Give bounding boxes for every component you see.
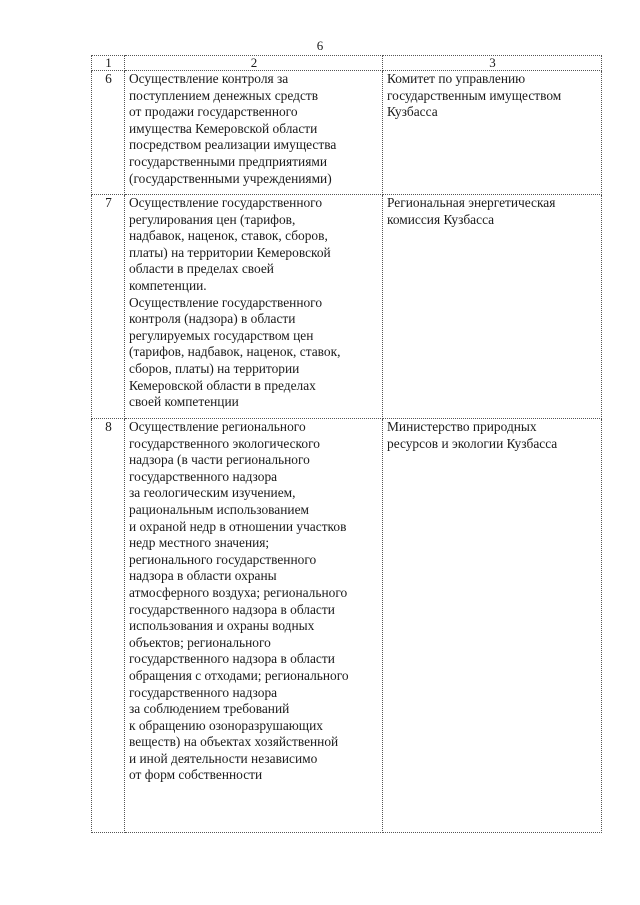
table-row [92, 419, 602, 833]
row-number: 6 [92, 71, 125, 195]
function-text-line: рациональным использованием [129, 501, 309, 517]
row-number: 7 [92, 195, 125, 419]
function-text-line: посредством реализации имущества [129, 137, 337, 153]
function-text-line: Осуществление государственного [129, 294, 323, 310]
function-text-line: поступлением денежных средств [129, 87, 319, 103]
function-text-line: (тарифов, надбавок, наценок, ставок, [129, 344, 341, 360]
body-text-line: Министерство природных [387, 419, 537, 434]
function-text-line: надбавок, наценок, ставок, сборов, [129, 228, 328, 244]
function-text-line: к обращению озоноразрушающих [129, 717, 323, 733]
function-text-line: надзора (в части регионального [129, 452, 310, 468]
column-header-2: 2 [125, 56, 383, 71]
function-text-line: от форм собственности [129, 767, 263, 783]
function-text-line: надзора в области охраны [129, 568, 277, 584]
function-cell [125, 195, 383, 419]
function-text-line: атмосферного воздуха; регионального [129, 584, 348, 600]
function-text-line: компетенции. [129, 277, 207, 293]
function-text-line: Осуществление государственного [129, 195, 323, 210]
function-text-line: имущества Кемеровской области [129, 120, 318, 136]
function-text-line: регулирования цен (тарифов, [129, 211, 296, 227]
function-text-line: за соблюдением требований [129, 701, 290, 717]
row-number: 8 [92, 419, 125, 833]
table-header-row [92, 56, 602, 71]
function-text-line: веществ) на объектах хозяйственной [129, 734, 339, 750]
function-text-line: за геологическим изучением, [129, 485, 296, 501]
column-header-3: 3 [383, 56, 602, 71]
function-text-line: государственного надзора [129, 468, 278, 484]
function-text-line: и иной деятельности независимо [129, 750, 318, 766]
function-text-line: регулируемых государством цен [129, 327, 314, 343]
function-text-line: недр местного значения; [129, 535, 270, 551]
function-text-line: Осуществление контроля за [129, 71, 289, 86]
function-text-line: платы) на территории Кемеровской [129, 244, 331, 260]
body-text-line: комиссия Кузбасса [387, 211, 495, 227]
function-text-line: Осуществление регионального [129, 419, 306, 434]
function-text-line: использования и охраны водных [129, 618, 315, 634]
function-text-line: и охраной недр в отношении участков [129, 518, 347, 534]
function-text-line: Кемеровской области в пределах [129, 377, 316, 393]
function-text-line: государственного надзора в области [129, 651, 335, 667]
function-text-line: от продажи государственного [129, 104, 298, 120]
function-text-line: регионального государственного [129, 551, 317, 567]
function-text-line: контроля (надзора) в области [129, 311, 296, 327]
function-text-line: (государственными учреждениями) [129, 170, 332, 186]
page-number: 6 [316, 38, 324, 53]
body-text-line: Кузбасса [387, 104, 438, 120]
table-row [92, 195, 602, 419]
function-text-line: области в пределах своей [129, 261, 274, 277]
body-text-line: государственным имуществом [387, 87, 562, 103]
function-text-line: обращения с отходами; регионального [129, 667, 349, 683]
responsible-body-cell [383, 419, 602, 833]
responsible-body-cell [383, 195, 602, 419]
function-text-line: государственного экологического [129, 435, 320, 451]
function-cell [125, 419, 383, 833]
function-text-line: сборов, платы) на территории [129, 360, 300, 376]
body-text-line: ресурсов и экологии Кузбасса [387, 435, 558, 451]
function-text-line: своей компетенции [129, 394, 239, 410]
responsible-body-cell [383, 71, 602, 195]
functions-table [91, 55, 602, 833]
table-row [92, 71, 602, 195]
function-text-line: государственными предприятиями [129, 153, 328, 169]
body-text-line: Региональная энергетическая [387, 195, 556, 210]
function-text-line: объектов; регионального [129, 634, 271, 650]
function-cell [125, 71, 383, 195]
function-text-line: государственного надзора [129, 684, 278, 700]
body-text-line: Комитет по управлению [387, 71, 526, 86]
function-text-line: государственного надзора в области [129, 601, 335, 617]
column-header-1: 1 [92, 56, 125, 71]
